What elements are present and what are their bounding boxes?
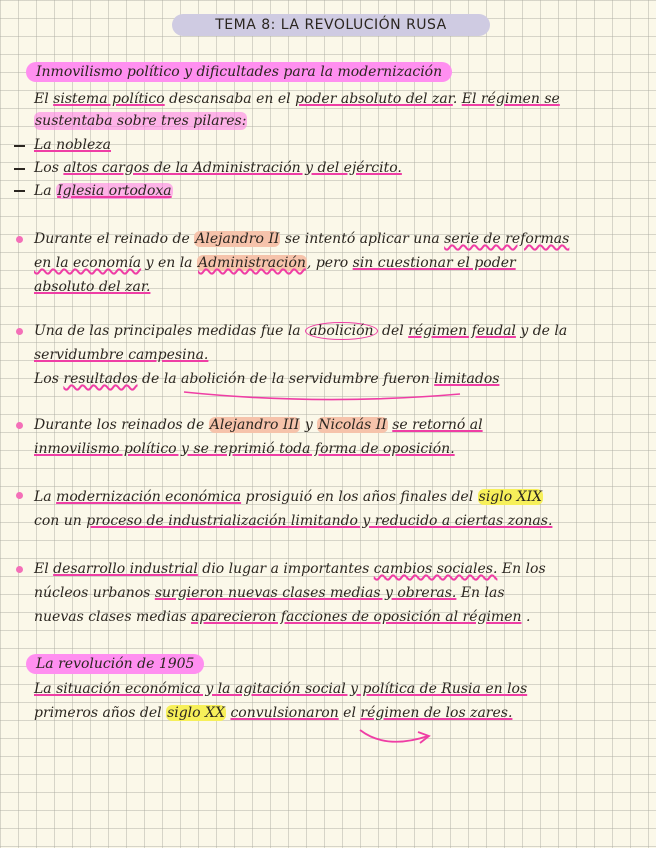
text-line: Durante los reinados de Alejandro III y Nicolás II se retornó al [34,417,483,433]
text-line: servidumbre campesina. [34,347,209,363]
bullet-point [16,328,23,335]
text-line: Los resultados de la abolición de la servidumbre fueron limitados [34,371,500,387]
text-line: sustentaba sobre tres pilares: [35,113,247,129]
bullet-point [16,236,23,243]
bullet-point [16,566,23,573]
section-heading: La revolución de 1905 [26,654,204,674]
text-line: El desarrollo industrial dio lugar a importantes cambios sociales. En los [34,561,546,577]
dash-marker [14,190,25,192]
text-line: primeros años del siglo XX convulsionaron el régimen de los zares. [34,705,513,721]
list-item: La Iglesia ortodoxa [34,183,172,199]
list-item: La nobleza [34,137,111,153]
text-line: núcleos urbanos surgieron nuevas clases medias y obreras. En las [34,585,505,601]
arrow-icon [356,724,436,750]
text-line: Durante el reinado de Alejandro II se intentó aplicar una serie de reformas [34,231,570,247]
text-line: nuevas clases medias aparecieron facciones de oposición al régimen . [34,609,531,625]
dash-marker [14,168,25,170]
bullet-point [16,492,23,499]
text-line: El sistema político descansaba en el poder absoluto del zar. El régimen se [34,91,560,107]
dash-marker [14,145,25,147]
text-line: Una de las principales medidas fue la abolición del régimen feudal y de la [34,323,568,339]
underline-arrow [180,386,470,406]
page-title: TEMA 8: LA REVOLUCIÓN RUSA [172,14,490,36]
text-line: en la economía y en la Administración, pero sin cuestionar el poder [34,255,516,271]
bullet-point [16,422,23,429]
text-line: inmovilismo político y se reprimió toda forma de oposición. [34,441,455,457]
section-heading: Inmovilismo político y dificultades para la modernización [26,62,452,82]
list-item: Los altos cargos de la Administración y del ejército. [34,160,402,176]
text-line: La modernización económica prosiguió en los años finales del siglo XIX [34,489,543,505]
text-line: absoluto del zar. [34,279,151,295]
text-line: La situación económica y la agitación social y política de Rusia en los [34,681,528,697]
text-line: con un proceso de industrialización limitando y reducido a ciertas zonas. [34,513,553,529]
